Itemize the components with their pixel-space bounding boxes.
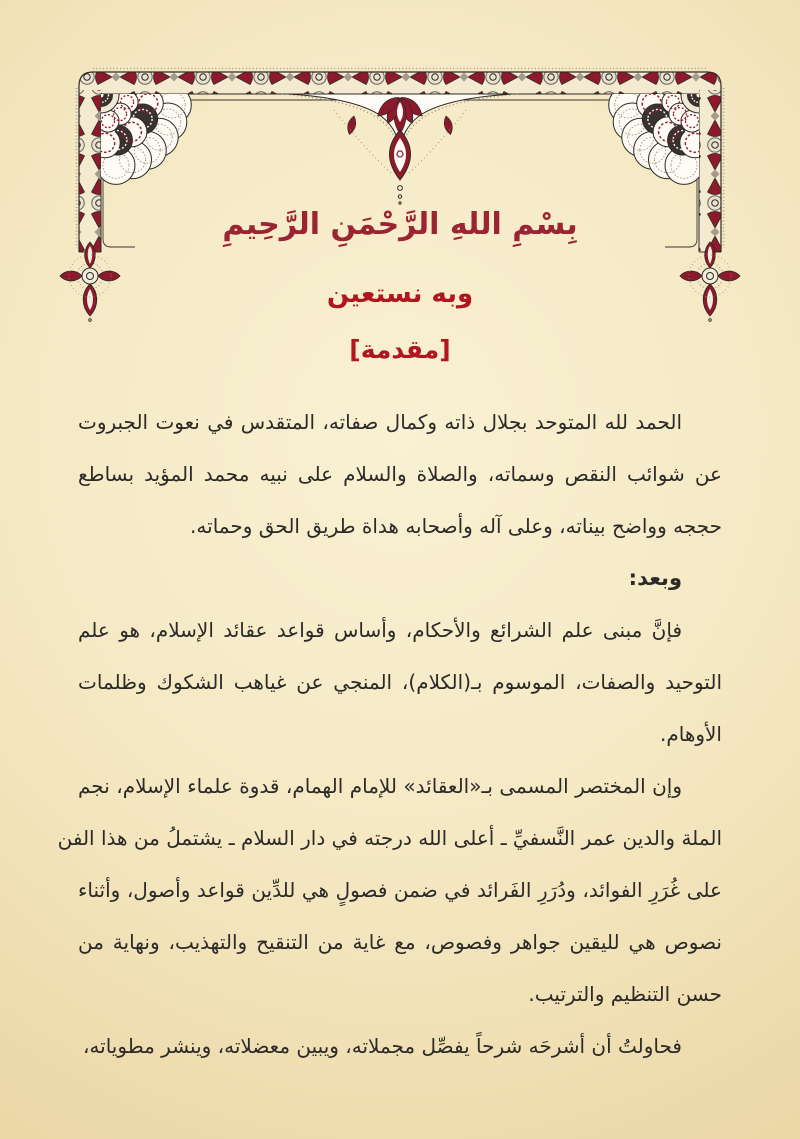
body-line: على غُرَرِ الفوائد، ودُرَرِ الفَرائد في ضمن فصولٍ هي للدِّين قواعد وأصول، وأثناء	[78, 878, 722, 902]
body-line: فحاولتُ أن أشرحَه شرحاً يفصِّل مجملاته، ويبين معضلاته، وينشر مطوياته،	[82, 1034, 682, 1058]
body-line: فإنَّ مبنى علم الشرائع والأحكام، وأساس قواعد عقائد الإسلام، هو علم	[78, 618, 682, 642]
body-line: حسن التنظيم والترتيب.	[528, 982, 722, 1006]
body-line: التوحيد والصفات، الموسوم بـ(الكلام)، المنجي عن غياهب الشكوك وظلمات	[78, 670, 722, 694]
center-pendant-ornament-icon	[282, 93, 518, 204]
body-line: الملة والدين عمر النَّسفيِّ ـ أعلى الله درجته في دار السلام ـ يشتملُ من هذا الفن	[57, 826, 722, 850]
body-line: حججه وواضح بيناته، وعلى آله وأصحابه هداة طريق الحق وحماته.	[190, 514, 722, 538]
corner-rosette-left-icon	[15, 9, 191, 184]
subheading-wabad: وبعد:	[628, 566, 682, 590]
invocation-line: وبه نستعين	[326, 279, 474, 309]
section-heading: [مقدمة]	[349, 335, 451, 364]
body-line: نصوص هي لليقين جواهر وفصوص، مع غاية من التنقيح والتهذيب، ونهاية من	[78, 930, 722, 954]
bismillah-calligraphy: بِسْمِ اللهِ الرَّحْمَنِ الرَّحِيمِ	[222, 207, 578, 242]
body-text-block	[57, 396, 722, 1072]
body-line: عن شوائب النقص وسماته، والصلاة والسلام على نبيه محمد المؤيد بساطع	[78, 462, 722, 486]
corner-rosette-right-icon	[609, 9, 785, 184]
body-line: الأوهام.	[659, 722, 722, 746]
body-line: وإن المختصر المسمى بـ«العقائد» للإمام الهمام، قدوة علماء الإسلام، نجم	[78, 774, 682, 798]
body-line: الحمد لله المتوحد بجلال ذاته وكمال صفاته، المتقدس في نعوت الجبروت	[78, 410, 682, 434]
